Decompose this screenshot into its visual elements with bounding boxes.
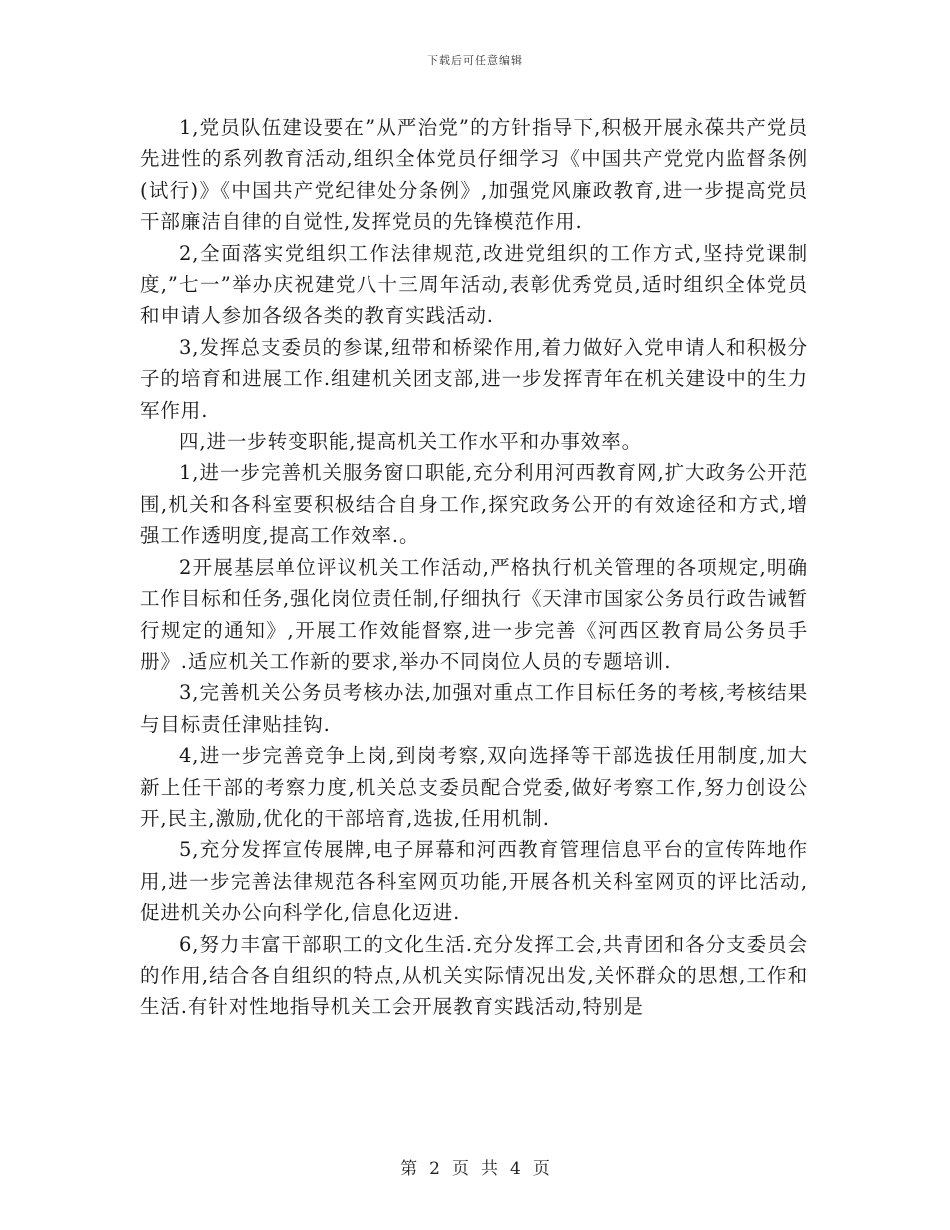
paragraph-cadre-selection: 4,进一步完善竞争上岗,到岗考察,双向选择等干部选拔任用制度,加大新上任干部的考察力度,机关总支委员配合党委,做好考察工作,努力创设公开,民主,激励,优化的干部培育,选拔,任用机制. (140, 744, 808, 830)
footer-current-page: 2 (429, 1159, 440, 1179)
page-number-footer (0, 1154, 950, 1179)
section-heading-four: 四,进一步转变职能,提高机关工作水平和办事效率。 (179, 430, 642, 454)
footer-prefix: 第 (400, 1159, 418, 1179)
page-header-note: 下载后可任意编辑 (427, 54, 523, 67)
footer-page-unit: 页 (452, 1159, 469, 1179)
paragraph-branch-committee-role: 3,发挥总支委员的参谋,纽带和桥梁作用,着力做好入党申请人和积极分子的培育和进展工作.组建机关团支部,进一步发挥青年在机关建设中的生力军作用. (140, 335, 808, 422)
paragraph-party-team-building: 1,党员队伍建设要在”从严治党”的方针指导下,积极开展永葆共产党员先进性的系列教育活动,组织全体党员仔细学习《中国共产党党内监督条例(试行)》《中国共产党纪律处分条例》,加强党风廉政教育,进一步提高党员干部廉洁自律的自觉性,发挥党员的先锋模范作用. (140, 116, 808, 234)
paragraph-party-organization-rules: 2,全面落实党组织工作法律规范,改进党组织的工作方式,坚持党课制度,”七一”举办庆祝建党八十三周年活动,表彰优秀党员,适时组织全体党员和申请人参加各级各类的教育实践活动. (140, 241, 808, 328)
paragraph-civil-servant-assessment: 3,完善机关公务员考核办法,加强对重点工作目标任务的考核,考核结果与目标责任津贴挂钩. (140, 681, 808, 736)
document-body (140, 112, 808, 1023)
paragraph-publicity-platform: 5,充分发挥宣传展牌,电子屏幕和河西教育管理信息平台的宣传阵地作用,进一步完善法律规范各科室网页功能,开展各机关科室网页的评比活动,促进机关办公向科学化,信息化迈进. (140, 838, 808, 925)
paragraph-cultural-life: 6,努力丰富干部职工的文化生活.充分发挥工会,共青团和各分支委员会的作用,结合各自组织的特点,从机关实际情况出发,关怀群众的思想,工作和生活.有针对性地指导机关工会开展教育实践活动,特别是 (140, 932, 808, 1019)
footer-suffix: 页 (532, 1159, 550, 1179)
paragraph-service-window: 1,进一步完善机关服务窗口职能,充分利用河西教育网,扩大政务公开范围,机关和各科室要积极结合自身工作,探究政务公开的有效途径和方式,增强工作透明度,提高工作效率.。 (140, 461, 808, 548)
footer-total-pages: 4 (510, 1159, 521, 1179)
paragraph-grassroots-evaluation: 2开展基层单位评议机关工作活动,严格执行机关管理的各项规定,明确工作目标和任务,强化岗位责任制,仔细执行《天津市国家公务员行政告诫暂行规定的通知》,开展工作效能督察,进一步完善《河西区教育局公务员手册》.适应机关工作新的要求,举办不同岗位人员的专题培训. (140, 555, 808, 673)
footer-total-word: 共 (481, 1159, 498, 1179)
